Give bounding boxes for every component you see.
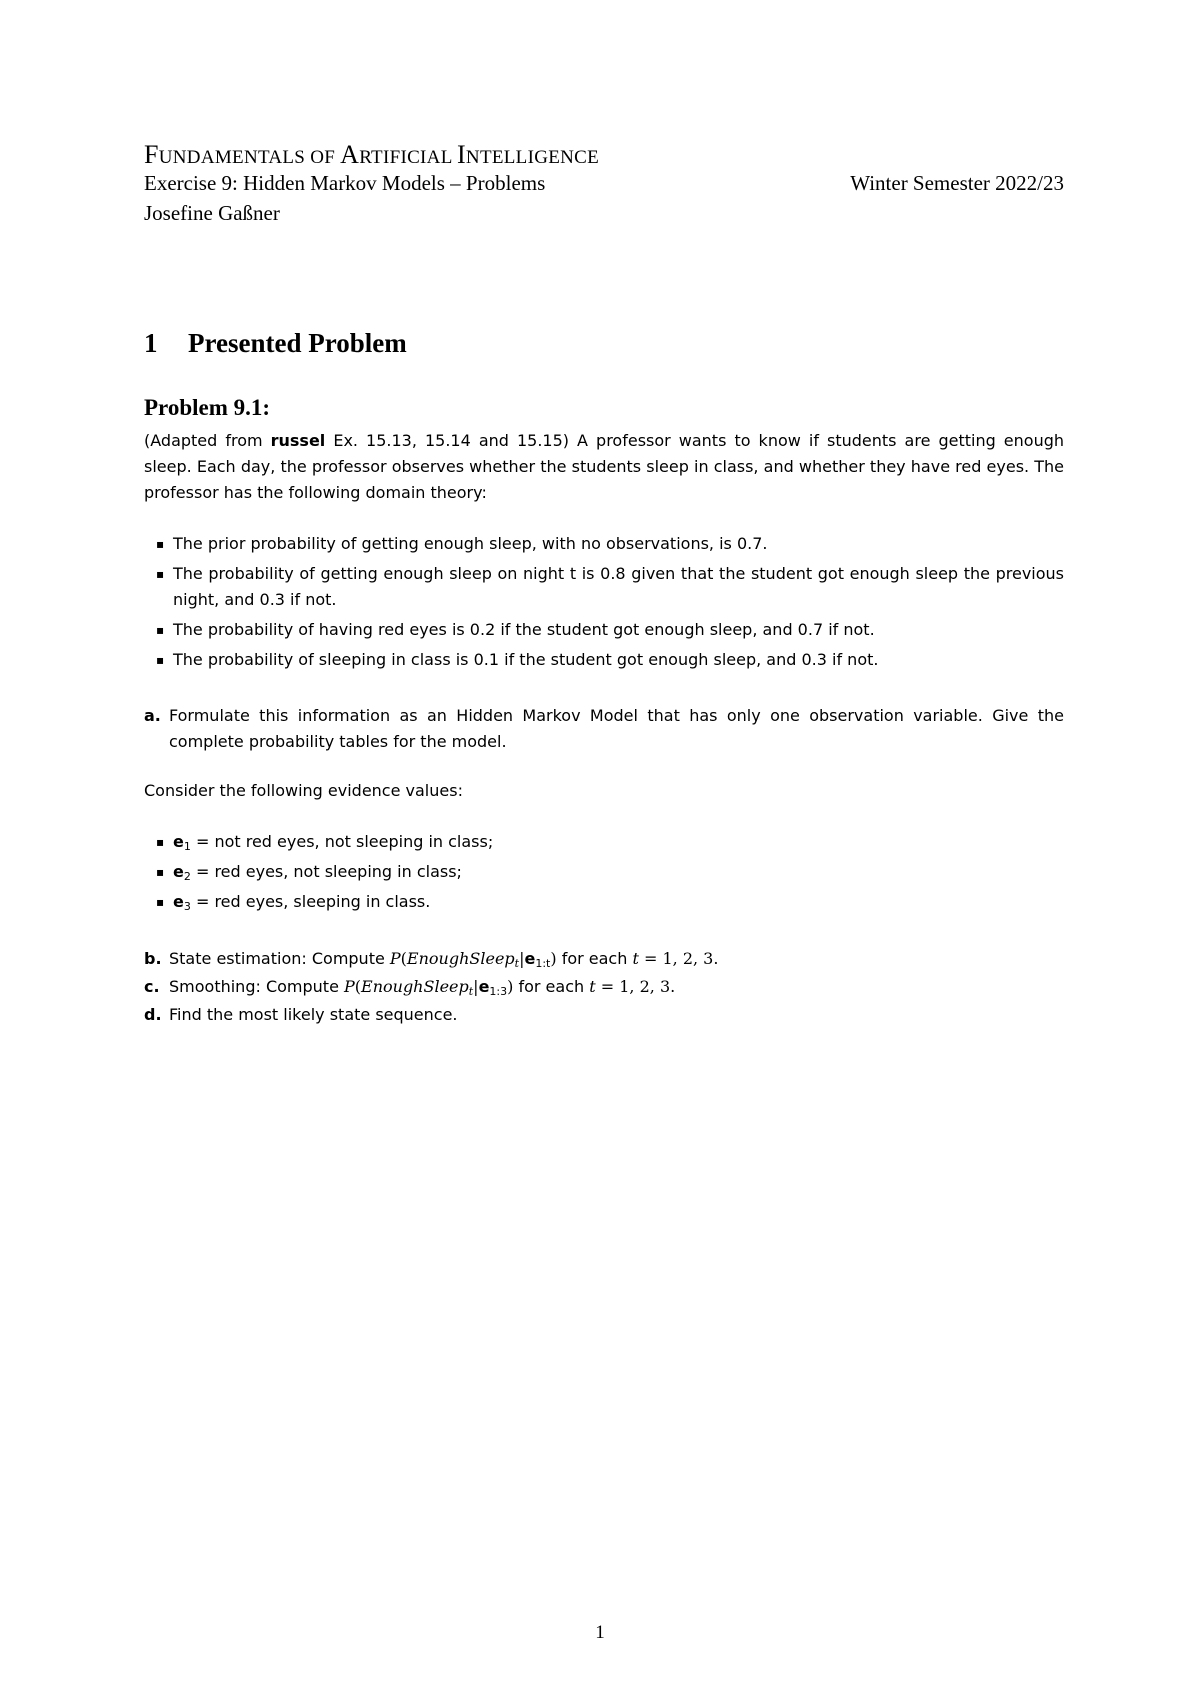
math-var: EnoughSleep [361,977,469,996]
section-number: 1 [144,328,158,358]
exercise-line [144,171,1064,196]
evidence-text: = red eyes, not sleeping in class; [190,862,462,881]
part-text: Find the most likely state sequence. [169,1005,458,1024]
part-text: Formulate this information as an Hidden Markov Model that has only one observation variable. Give the complete probability tables for the model. [169,706,1064,751]
bullet-text: The probability of sleeping in class is 0.1 if the student got enough sleep, and 0.3 if not. [173,650,879,669]
bullet-icon: ▪ [156,865,165,879]
evidence-sub: 2 [183,870,191,883]
part-d [144,1002,458,1028]
part-text: State estimation: Compute [169,949,390,968]
bullet-icon: ▪ [156,623,165,637]
math-sub: 1:3 [489,985,508,998]
math-evidence: e [478,977,490,996]
bullet-text: The probability of getting enough sleep on night t is 0.8 given that the student got enough sleep the previous night, and 0.3 if not. [173,564,1064,609]
page-number: 1 [595,1622,605,1643]
math-range: = 1, 2, 3. [638,949,719,968]
math-var: t [632,949,639,968]
part-text: for each [556,949,633,968]
intro-text: Ex. 15.13, 15.14 and 15.15) A professor wants to know if students are getting enough sleep. Each day, the professor observes whether the students sleep in class, and whether they have red eyes. The professor has the following domain theory: [144,431,1065,502]
course-title-text: FUNDAMENTALS OF ARTIFICIAL INTELLIGENCE [144,140,600,169]
evidence-item [173,829,1064,860]
course-title [144,140,599,170]
math-range: = 1, 2, 3. [595,977,676,996]
bullet-icon: ▪ [156,567,165,581]
evidence-var: e [173,832,184,851]
author: Josefine Gaßner [144,201,280,225]
section-title: Presented Problem [188,328,407,358]
bullet-icon: ▪ [156,537,165,551]
semester: Winter Semester 2022/23 [850,171,1064,195]
evidence-intro: Consider the following evidence values: [144,781,463,800]
part-text: Smoothing: Compute [169,977,344,996]
part-label: b. [144,949,162,968]
math-sub: t [514,957,520,970]
bullet-text: The prior probability of getting enough sleep, with no observations, is 0.7. [173,534,768,553]
bullet-icon: ▪ [156,895,165,909]
section-heading [144,328,407,359]
math-sub: t [468,985,474,998]
math-evidence: e [524,949,536,968]
evidence-var: e [173,862,184,881]
part-label: a. [144,706,161,725]
exercise-title: Exercise 9: Hidden Markov Models – Problems [144,171,546,195]
bullet-icon: ▪ [156,653,165,667]
bullet-text: The probability of having red eyes is 0.2 if the student got enough sleep, and 0.7 if not. [173,620,875,639]
evidence-sub: 1 [183,840,191,853]
part-a [144,703,1064,755]
problem-intro [144,428,1064,506]
math-fn: P [344,977,355,996]
math-var: EnoughSleep [406,949,515,968]
math-fn: P [389,949,401,968]
part-label: c. [144,977,160,996]
part-c: c. Smoothing: Compute $P(EnoughSleep_t|e_{1:3})$ for each t = 1, 2, 3. [144,974,675,1005]
evidence-item [173,859,1064,890]
math-var: t [589,977,596,996]
part-b: b. State estimation: Compute $P(EnoughSleep_t|e_{1:t})$ for each t = 1, 2, 3. [144,946,718,977]
problem-title: Problem 9.1: [144,395,271,420]
evidence-item [173,889,1064,920]
citation-ref: russel [270,431,326,450]
part-text: for each [513,977,590,996]
intro-prefix: (Adapted from [144,431,271,450]
evidence-sub: 3 [183,900,191,913]
evidence-text: = not red eyes, not sleeping in class; [190,832,494,851]
math-sub: 1:t [535,957,551,970]
bullet-icon: ▪ [156,835,165,849]
evidence-text: = red eyes, sleeping in class. [190,892,431,911]
part-label: d. [144,1005,162,1024]
evidence-var: e [173,892,184,911]
